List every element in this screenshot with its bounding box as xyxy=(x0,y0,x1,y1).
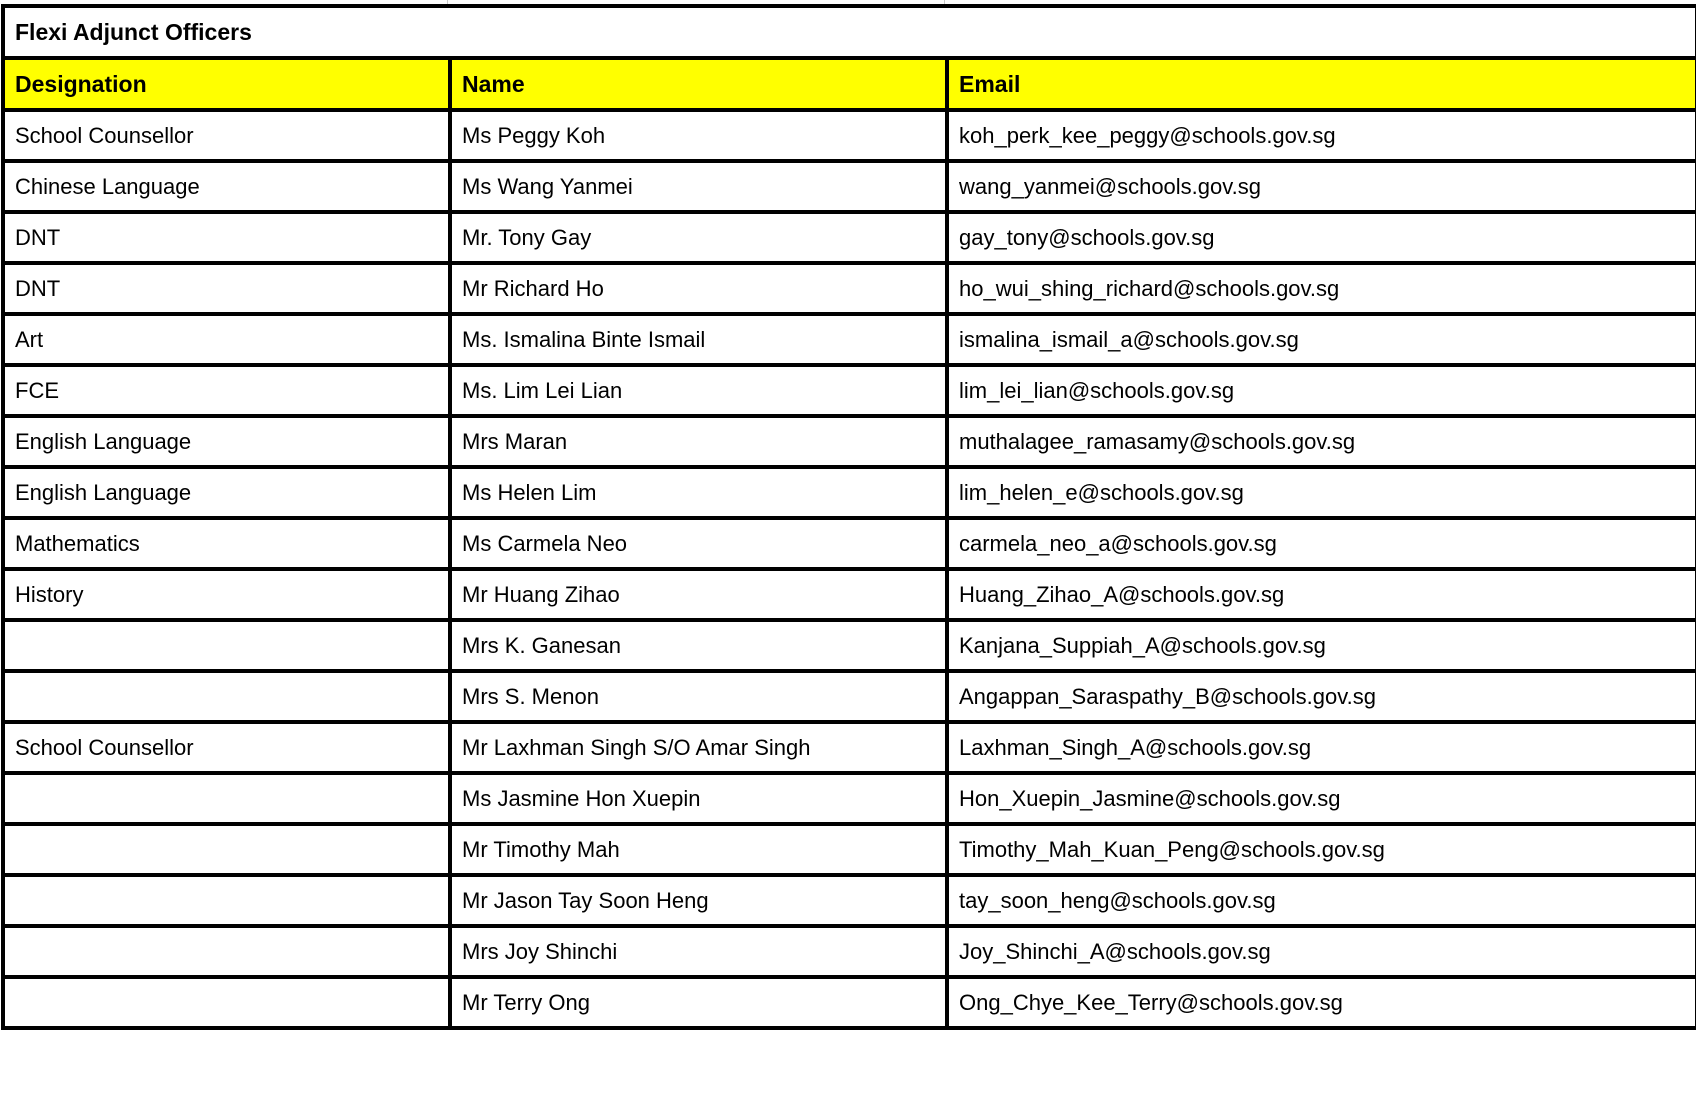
email-cell: gay_tony@schools.gov.sg xyxy=(947,212,1696,263)
designation-cell xyxy=(3,824,450,875)
table-row xyxy=(3,110,1696,161)
table-row xyxy=(3,977,1696,1028)
email-cell: Angappan_Saraspathy_B@schools.gov.sg xyxy=(947,671,1696,722)
email-cell: Kanjana_Suppiah_A@schools.gov.sg xyxy=(947,620,1696,671)
name-cell: Mrs S. Menon xyxy=(450,671,947,722)
name-cell: Ms. Lim Lei Lian xyxy=(450,365,947,416)
column-header-name: Name xyxy=(450,58,947,110)
email-cell: muthalagee_ramasamy@schools.gov.sg xyxy=(947,416,1696,467)
table-row xyxy=(3,365,1696,416)
name-cell: Mrs K. Ganesan xyxy=(450,620,947,671)
table-title: Flexi Adjunct Officers xyxy=(3,6,1696,58)
table-row xyxy=(3,212,1696,263)
email-cell: koh_perk_kee_peggy@schools.gov.sg xyxy=(947,110,1696,161)
designation-cell xyxy=(3,620,450,671)
designation-cell: School Counsellor xyxy=(3,722,450,773)
email-cell: Laxhman_Singh_A@schools.gov.sg xyxy=(947,722,1696,773)
email-cell: Joy_Shinchi_A@schools.gov.sg xyxy=(947,926,1696,977)
table-row xyxy=(3,875,1696,926)
gridline xyxy=(447,0,448,4)
column-header-designation: Designation xyxy=(3,58,450,110)
designation-cell: DNT xyxy=(3,263,450,314)
table-row xyxy=(3,416,1696,467)
column-header-email: Email xyxy=(947,58,1696,110)
name-cell: Ms Carmela Neo xyxy=(450,518,947,569)
table-row xyxy=(3,467,1696,518)
email-cell: ho_wui_shing_richard@schools.gov.sg xyxy=(947,263,1696,314)
name-cell: Ms Peggy Koh xyxy=(450,110,947,161)
designation-cell: Art xyxy=(3,314,450,365)
email-cell: carmela_neo_a@schools.gov.sg xyxy=(947,518,1696,569)
table-row xyxy=(3,161,1696,212)
table-row xyxy=(3,773,1696,824)
table-row xyxy=(3,620,1696,671)
table-row xyxy=(3,518,1696,569)
email-cell: ismalina_ismail_a@schools.gov.sg xyxy=(947,314,1696,365)
email-cell: Huang_Zihao_A@schools.gov.sg xyxy=(947,569,1696,620)
table-row xyxy=(3,926,1696,977)
name-cell: Mr. Tony Gay xyxy=(450,212,947,263)
name-cell: Mr Timothy Mah xyxy=(450,824,947,875)
table-header-row xyxy=(3,58,1696,110)
table-row xyxy=(3,569,1696,620)
name-cell: Ms Wang Yanmei xyxy=(450,161,947,212)
email-cell: Ong_Chye_Kee_Terry@schools.gov.sg xyxy=(947,977,1696,1028)
table-title-row xyxy=(3,6,1696,58)
designation-cell: DNT xyxy=(3,212,450,263)
designation-cell: English Language xyxy=(3,416,450,467)
designation-cell: English Language xyxy=(3,467,450,518)
name-cell: Mr Jason Tay Soon Heng xyxy=(450,875,947,926)
table-row xyxy=(3,722,1696,773)
name-cell: Mr Richard Ho xyxy=(450,263,947,314)
email-cell: tay_soon_heng@schools.gov.sg xyxy=(947,875,1696,926)
email-cell: lim_helen_e@schools.gov.sg xyxy=(947,467,1696,518)
name-cell: Ms. Ismalina Binte Ismail xyxy=(450,314,947,365)
email-cell: wang_yanmei@schools.gov.sg xyxy=(947,161,1696,212)
table-row xyxy=(3,263,1696,314)
name-cell: Mr Laxhman Singh S/O Amar Singh xyxy=(450,722,947,773)
name-cell: Mrs Maran xyxy=(450,416,947,467)
email-cell: Hon_Xuepin_Jasmine@schools.gov.sg xyxy=(947,773,1696,824)
gridline xyxy=(944,0,945,4)
table-row xyxy=(3,824,1696,875)
designation-cell: Chinese Language xyxy=(3,161,450,212)
designation-cell xyxy=(3,671,450,722)
designation-cell xyxy=(3,977,450,1028)
table-row xyxy=(3,671,1696,722)
name-cell: Ms Jasmine Hon Xuepin xyxy=(450,773,947,824)
designation-cell: Mathematics xyxy=(3,518,450,569)
designation-cell xyxy=(3,773,450,824)
table-row xyxy=(3,314,1696,365)
spreadsheet-gridline-strip xyxy=(0,0,1696,4)
flexi-adjunct-officers-table xyxy=(1,4,1696,1030)
designation-cell xyxy=(3,875,450,926)
email-cell: Timothy_Mah_Kuan_Peng@schools.gov.sg xyxy=(947,824,1696,875)
designation-cell: History xyxy=(3,569,450,620)
name-cell: Mrs Joy Shinchi xyxy=(450,926,947,977)
email-cell: lim_lei_lian@schools.gov.sg xyxy=(947,365,1696,416)
name-cell: Mr Huang Zihao xyxy=(450,569,947,620)
designation-cell xyxy=(3,926,450,977)
designation-cell: School Counsellor xyxy=(3,110,450,161)
name-cell: Mr Terry Ong xyxy=(450,977,947,1028)
name-cell: Ms Helen Lim xyxy=(450,467,947,518)
designation-cell: FCE xyxy=(3,365,450,416)
